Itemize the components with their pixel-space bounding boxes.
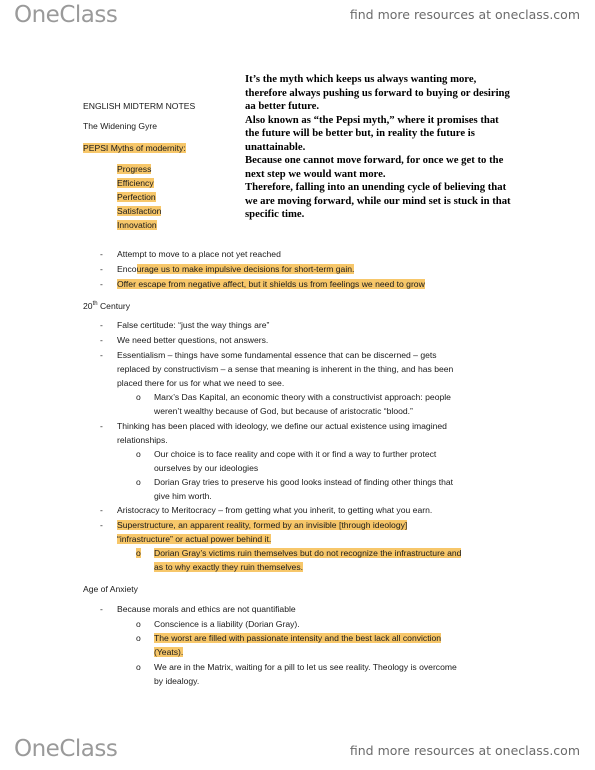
oneclass-logo[interactable]: OneClass <box>14 736 118 762</box>
list-bullet: o <box>136 477 141 487</box>
sub-item: Marx’s Das Kapital, an economic theory with a constructivist approach: people <box>154 392 451 402</box>
sub-item: by idealogy. <box>154 676 200 686</box>
list-dash: - <box>100 350 103 360</box>
list-item: Aristocracy to Meritocracy – from getting what you inherit, to getting what you earn. <box>117 505 433 515</box>
pepsi-myth-explanation <box>245 73 515 222</box>
list-dash: - <box>100 604 103 614</box>
list-bullet: o <box>136 662 141 672</box>
find-more-link[interactable]: find more resources at oneclass.com <box>349 7 580 22</box>
list-item: Essentialism – things have some fundamental essence that can be discerned – gets <box>117 350 437 360</box>
list-dash: - <box>100 520 103 530</box>
list-bullet: o <box>136 619 141 629</box>
sub-item: Our choice is to face reality and cope with it or find a way to further protect <box>154 449 437 459</box>
list-item: Superstructure, an apparent reality, formed by an invisible [through ideology] <box>117 520 408 530</box>
list-dash: - <box>100 320 103 330</box>
list-item: Offer escape from negative affect, but it shields us from feelings we need to grow <box>117 279 425 289</box>
list-dash: - <box>100 279 103 289</box>
century-heading: 20th Century <box>83 300 131 311</box>
list-item: False certitude: “just the way things are” <box>117 320 270 330</box>
pepsi-item: Innovation <box>117 220 157 230</box>
sub-item: (Yeats). <box>154 647 184 657</box>
list-dash: - <box>100 249 103 259</box>
sub-item: ourselves by our ideologies <box>154 463 259 473</box>
list-item: Attempt to move to a place not yet reached <box>117 249 281 259</box>
list-bullet: o <box>136 548 141 558</box>
pepsi-heading: PEPSI Myths of modernity: <box>83 143 186 153</box>
list-item: Encourage us to make impulsive decisions for short-term gain. <box>117 264 355 274</box>
oneclass-logo[interactable]: OneClass <box>14 2 118 28</box>
list-bullet: o <box>136 449 141 459</box>
notes-title: ENGLISH MIDTERM NOTES <box>83 101 196 111</box>
anxiety-heading: Age of Anxiety <box>83 584 138 594</box>
list-bullet: o <box>136 633 141 643</box>
list-item: relationships. <box>117 435 168 445</box>
section-subtitle: The Widening Gyre <box>83 121 158 131</box>
sub-item: Dorian Gray tries to preserve his good looks instead of finding other things that <box>154 477 454 487</box>
sub-item: as to why exactly they ruin themselves. <box>154 562 304 572</box>
overlay-paragraph: Also known as “the Pepsi myth,” where it promises that the future will be better but, in reality the future is unattainable. <box>245 113 499 153</box>
sub-item: give him worth. <box>154 491 212 501</box>
pepsi-item: Perfection <box>117 192 156 202</box>
find-more-link[interactable]: find more resources at oneclass.com <box>349 743 580 758</box>
list-dash: - <box>100 264 103 274</box>
sub-item: Conscience is a liability (Dorian Gray). <box>154 619 300 629</box>
pepsi-item: Progress <box>117 164 152 174</box>
pepsi-item: Satisfaction <box>117 206 162 216</box>
overlay-paragraph: Because one cannot move forward, for once we get to the next step we would want more. <box>245 154 504 180</box>
overlay-paragraph: Therefore, falling into an unending cycle of believing that we are moving forward, while our mind set is stuck in that specific time. <box>245 181 511 220</box>
sub-item: The worst are filled with passionate intensity and the best lack all conviction <box>154 633 442 643</box>
list-dash: - <box>100 505 103 515</box>
sub-item: Dorian Gray’s victims ruin themselves but do not recognize the infrastructure and <box>154 548 462 558</box>
list-item: replaced by constructivism – a sense that meaning is inherent in the thing, and has been <box>117 364 454 374</box>
list-item: “infrastructure” or actual power behind it. <box>117 534 272 544</box>
list-item: Thinking has been placed with ideology, we define our actual existence using imagined <box>117 421 447 431</box>
list-dash: - <box>100 421 103 431</box>
sub-item: weren’t wealthy because of God, but because of aristocratic “blood.” <box>154 406 413 416</box>
list-dash: - <box>100 335 103 345</box>
pepsi-item: Efficiency <box>117 178 154 188</box>
sub-item: We are in the Matrix, waiting for a pill to let us see reality. Theology is overcome <box>154 662 457 672</box>
list-item: We need better questions, not answers. <box>117 335 269 345</box>
list-item: Because morals and ethics are not quantifiable <box>117 604 296 614</box>
list-bullet: o <box>136 392 141 402</box>
list-item: placed there for us for what we need to see. <box>117 378 285 388</box>
overlay-paragraph: It’s the myth which keeps us always wanting more, therefore always pushing us forward to buying or desiring aa better future. <box>245 73 510 112</box>
